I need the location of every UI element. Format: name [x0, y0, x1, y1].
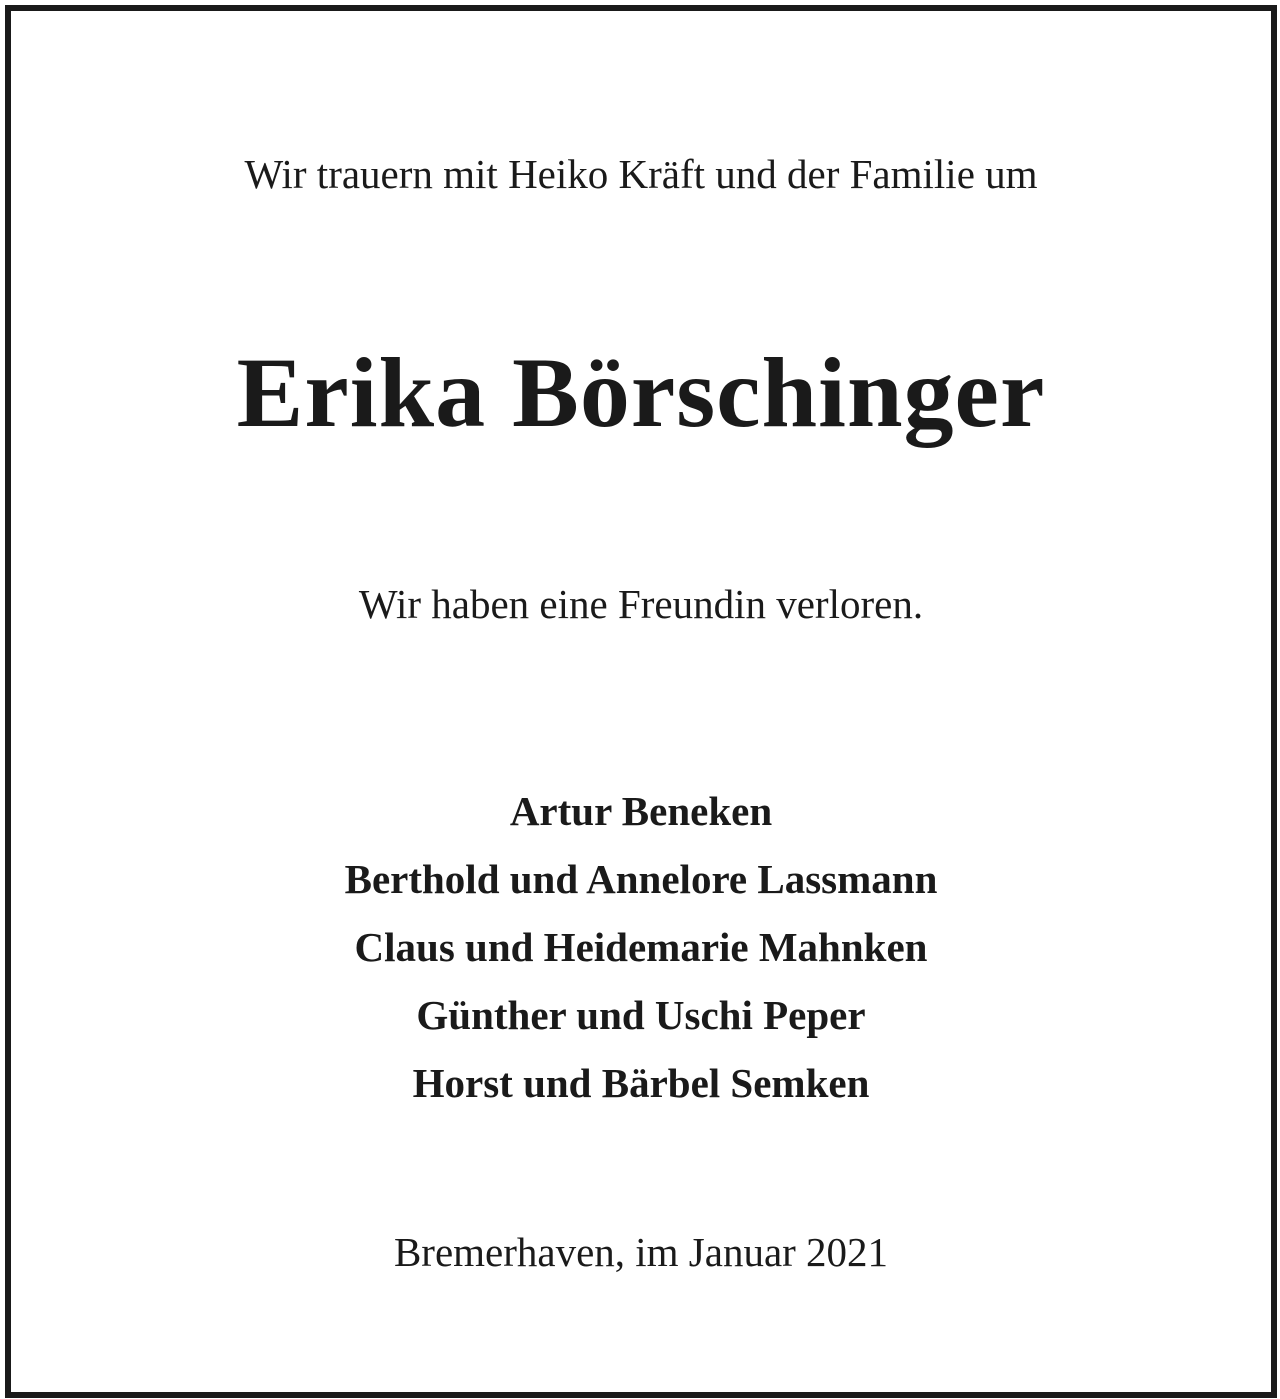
obituary-notice — [5, 5, 1277, 1398]
place-date: Bremerhaven, im Januar 2021 — [393, 1229, 889, 1275]
deceased-name: Erika Börschinger — [236, 337, 1046, 448]
mourner-name: Claus und Heidemarie Mahnken — [354, 924, 928, 970]
intro-text: Wir trauern mit Heiko Kräft und der Familie um — [244, 151, 1038, 197]
mourner-name: Günther und Uschi Peper — [416, 992, 866, 1038]
mourner-name: Berthold und Annelore Lassmann — [344, 856, 938, 902]
mourner-name: Artur Beneken — [509, 788, 773, 834]
mourners-list — [11, 777, 1271, 1117]
mourner-name: Horst und Bärbel Semken — [412, 1060, 870, 1106]
farewell-text: Wir haben eine Freundin verloren. — [358, 581, 924, 627]
